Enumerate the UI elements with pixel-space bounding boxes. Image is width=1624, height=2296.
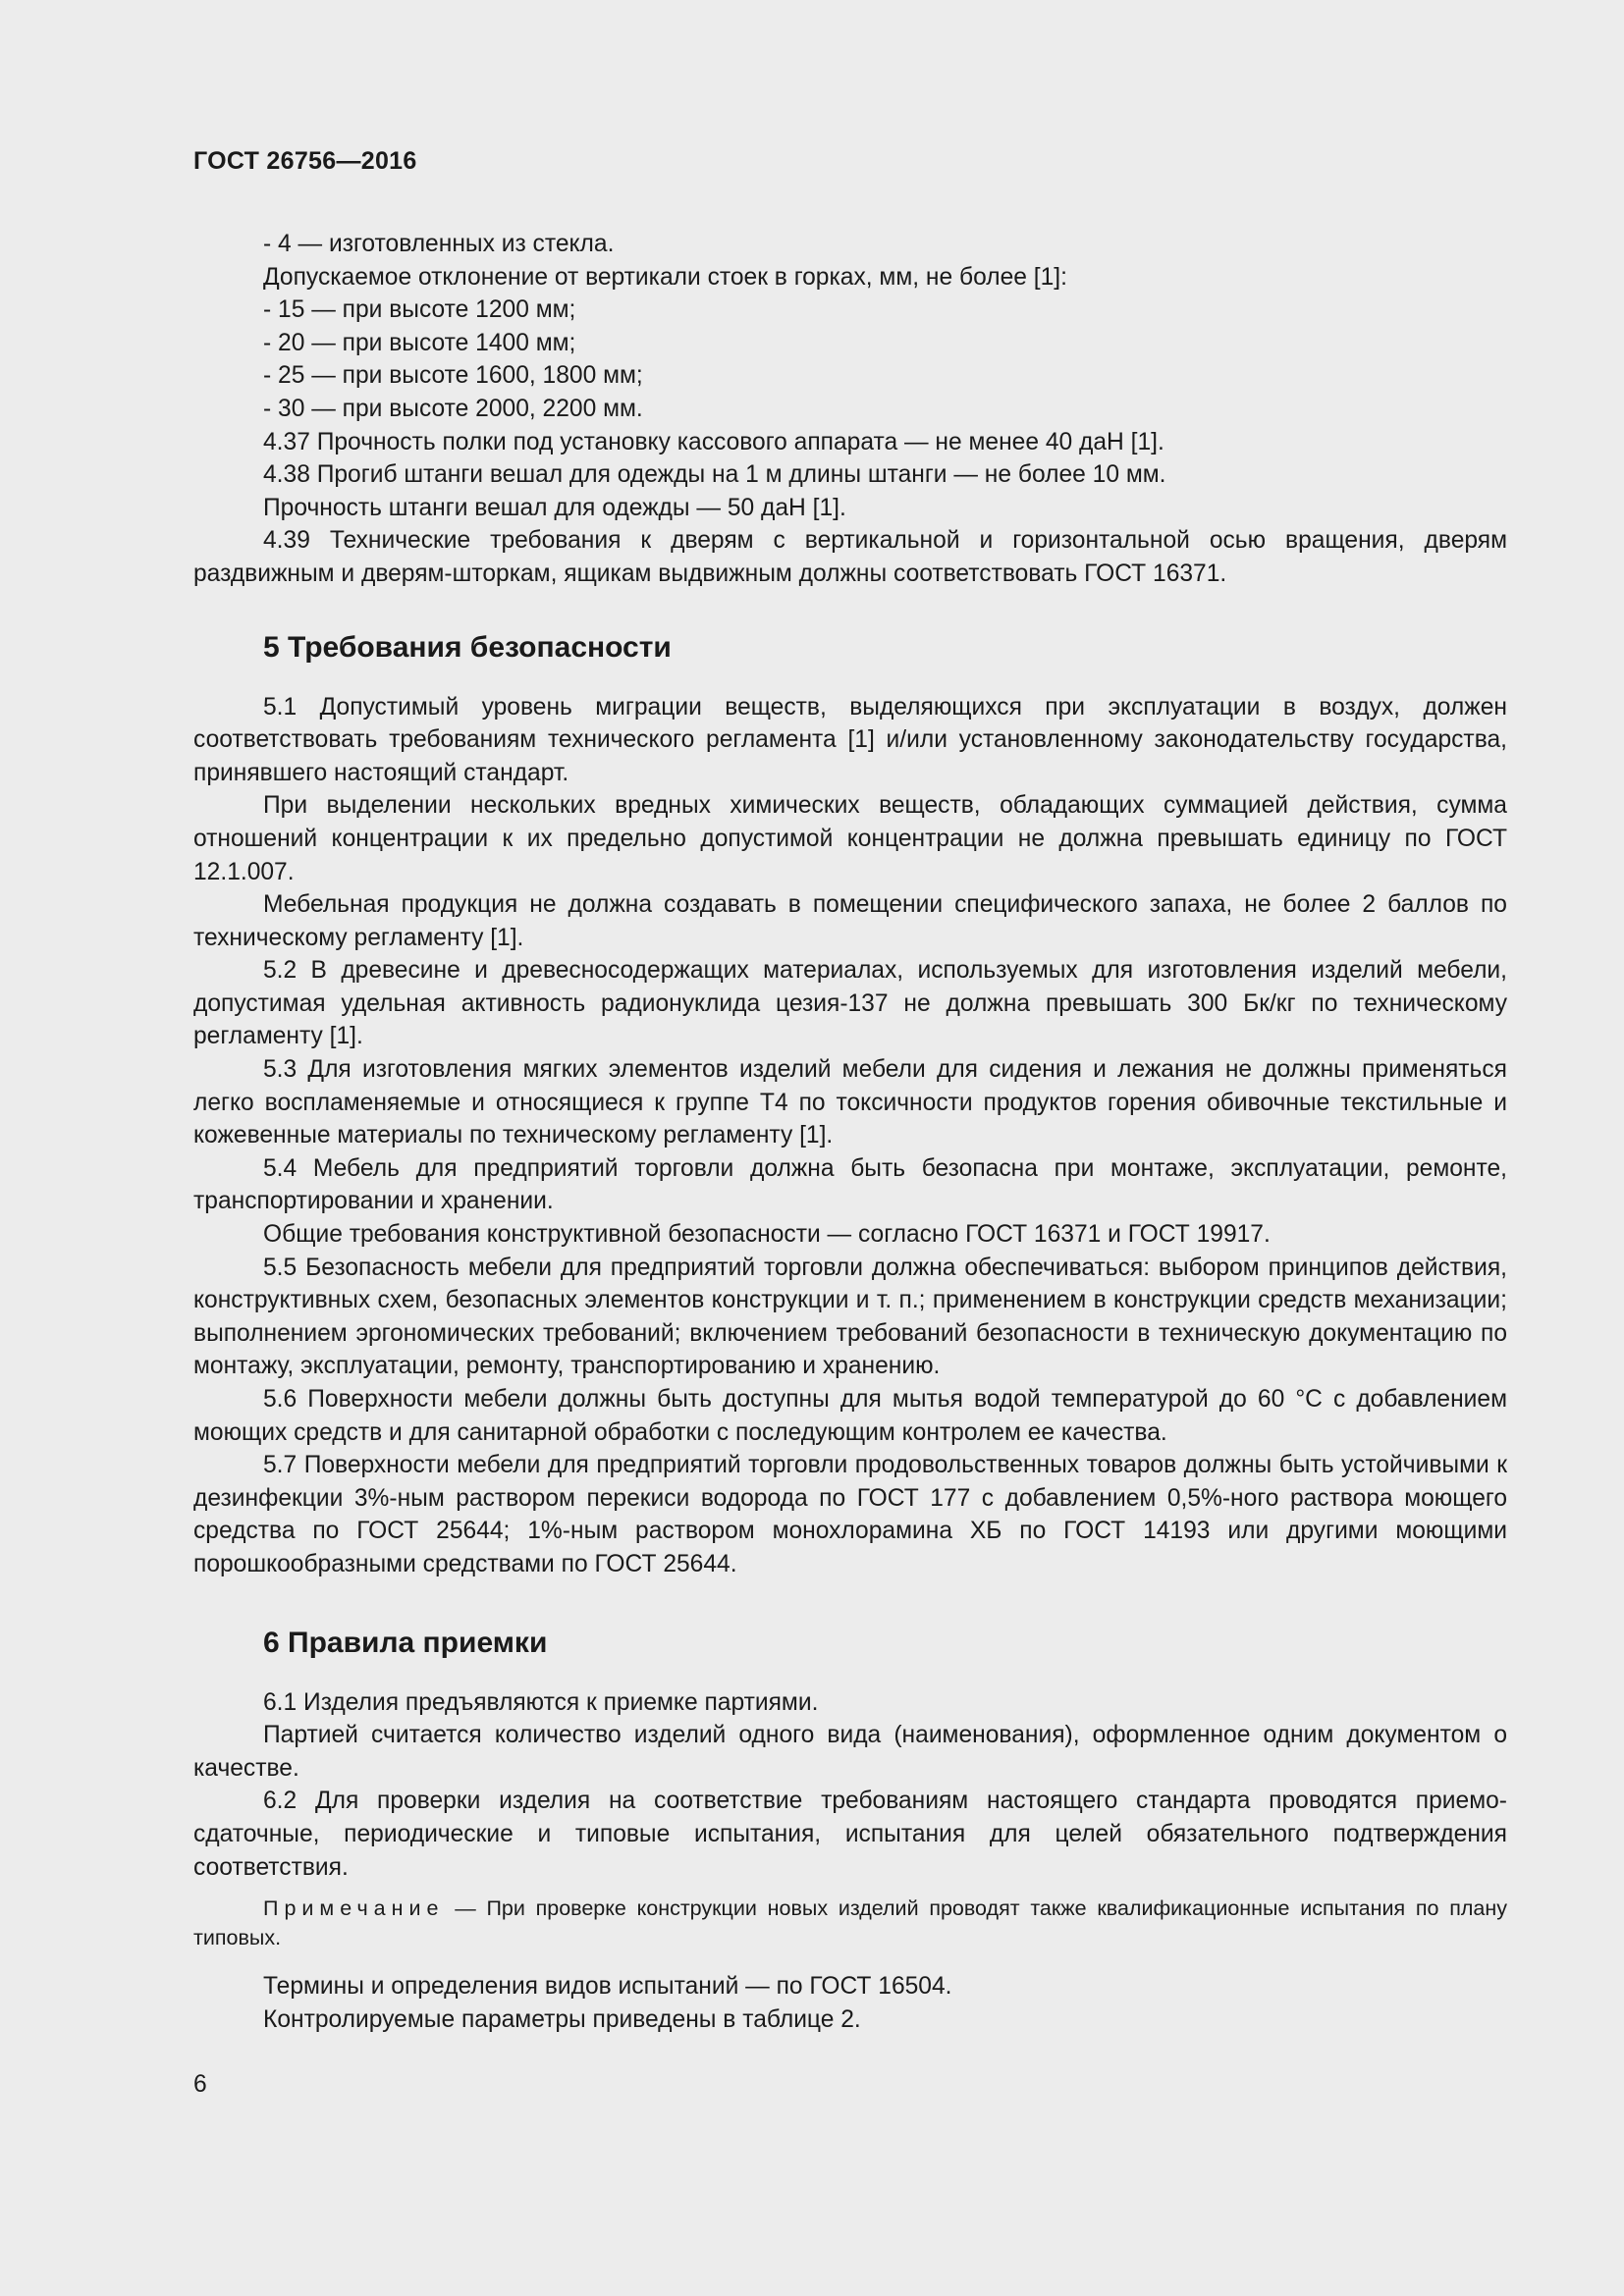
note-text: — При проверке конструкции новых изделий проводят также квалификационные испытания по плану типовых.	[193, 1896, 1507, 1950]
paragraph: Общие требования конструктивной безопасности — согласно ГОСТ 16371 и ГОСТ 19917.	[263, 1221, 1271, 1249]
paragraph: Прочность штанги вешал для одежды — 50 даН [1].	[263, 494, 846, 521]
paragraph: - 30 — при высоте 2000, 2200 мм.	[263, 395, 643, 422]
paragraph: 6.2 Для проверки изделия на соответствие требованиям настоящего стандарта проводятся приемо-сдаточные, периодические и типовые испытания, испытания для целей обязательного подтверждения соответствия.	[193, 1788, 1507, 1881]
section-heading-acceptance: 6 Правила приемки	[263, 1626, 548, 1659]
paragraph: - 4 — изготовленных из стекла.	[263, 231, 615, 257]
paragraph: При выделении нескольких вредных химических веществ, обладающих суммацией действия, сумма отношений концентрации к их предельно допустимой концентрации не должна превышать единицу по ГОСТ 12.1.007.	[193, 792, 1507, 885]
paragraph: 5.2 В древесине и древесносодержащих материалах, используемых для изготовления изделий мебели, допустимая удельная активность радионуклида цезия-137 не должна превышать 300 Бк/кг по техническому регламенту [1].	[193, 957, 1507, 1050]
paragraph: Контролируемые параметры приведены в таблице 2.	[263, 2005, 861, 2033]
paragraph: Термины и определения видов испытаний — по ГОСТ 16504.	[263, 1973, 952, 2001]
paragraph: Мебельная продукция не должна создавать в помещении специфического запаха, не более 2 баллов по техническому регламенту [1].	[193, 891, 1507, 951]
paragraph: 6.1 Изделия предъявляются к приемке партиями.	[263, 1688, 819, 1716]
section-heading-safety: 5 Требования безопасности	[263, 630, 672, 664]
paragraph: 4.37 Прочность полки под установку кассового аппарата — не менее 40 даН [1].	[263, 428, 1164, 455]
paragraph: 5.5 Безопасность мебели для предприятий торговли должна обеспечиваться: выбором принципов действия, конструктивных схем, безопасных элементов конструкции и т. п.; применением в конструкции средств механизации; выполнением эргономических требований; включением требований безопасности в техническую документацию по монтажу, эксплуатации, ремонту, транспортированию и хранению.	[193, 1254, 1507, 1380]
note	[193, 1894, 1507, 1952]
paragraph: 5.3 Для изготовления мягких элементов изделий мебели для сидения и лежания не должны применяться легко воспламеняемые и относящиеся к группе Т4 по токсичности продуктов горения обивочные текстильные и кожевенные материалы по техническому регламенту [1].	[193, 1056, 1507, 1149]
note-label: Примечание	[263, 1896, 445, 1921]
document-header: ГОСТ 26756—2016	[193, 147, 417, 175]
paragraph: 4.39 Технические требования к дверям с вертикальной и горизонтальной осью вращения, дверям раздвижным и дверям-шторкам, ящикам выдвижным должны соответствовать ГОСТ 16371.	[193, 527, 1507, 587]
paragraph: - 20 — при высоте 1400 мм;	[263, 329, 576, 356]
paragraph: 5.7 Поверхности мебели для предприятий торговли продовольственных товаров должны быть устойчивыми к дезинфекции 3%-ным раствором перекиси водорода по ГОСТ 177 с добавлением 0,5%-ного раствора моющего средства по ГОСТ 25644; 1%-ным раствором монохлорамина ХБ по ГОСТ 14193 или другими моющими порошкообразными средствами по ГОСТ 25644.	[193, 1452, 1507, 1577]
paragraph: - 15 — при высоте 1200 мм;	[263, 296, 576, 324]
paragraph: 5.6 Поверхности мебели должны быть доступны для мытья водой температурой до 60 °С с добавлением моющих средств и для санитарной обработки с последующим контролем ее качества.	[193, 1386, 1507, 1446]
page-number: 6	[193, 2071, 207, 2098]
paragraph: 4.38 Прогиб штанги вешал для одежды на 1 м длины штанги — не более 10 мм.	[263, 461, 1166, 489]
paragraph: - 25 — при высоте 1600, 1800 мм;	[263, 362, 643, 390]
paragraph: Партией считается количество изделий одного вида (наименования), оформленное одним документом о качестве.	[193, 1722, 1507, 1782]
paragraph: Допускаемое отклонение от вертикали стоек в горках, мм, не более [1]:	[263, 263, 1067, 291]
paragraph: 5.4 Мебель для предприятий торговли должна быть безопасна при монтаже, эксплуатации, ремонте, транспортировании и хранении.	[193, 1154, 1507, 1215]
document-body	[193, 228, 1507, 2036]
paragraph: 5.1 Допустимый уровень миграции веществ, выделяющихся при эксплуатации в воздух, должен соответствовать требованиям технического регламента [1] и/или установленному законодательству государства, принявшего настоящий стандарт.	[193, 693, 1507, 786]
